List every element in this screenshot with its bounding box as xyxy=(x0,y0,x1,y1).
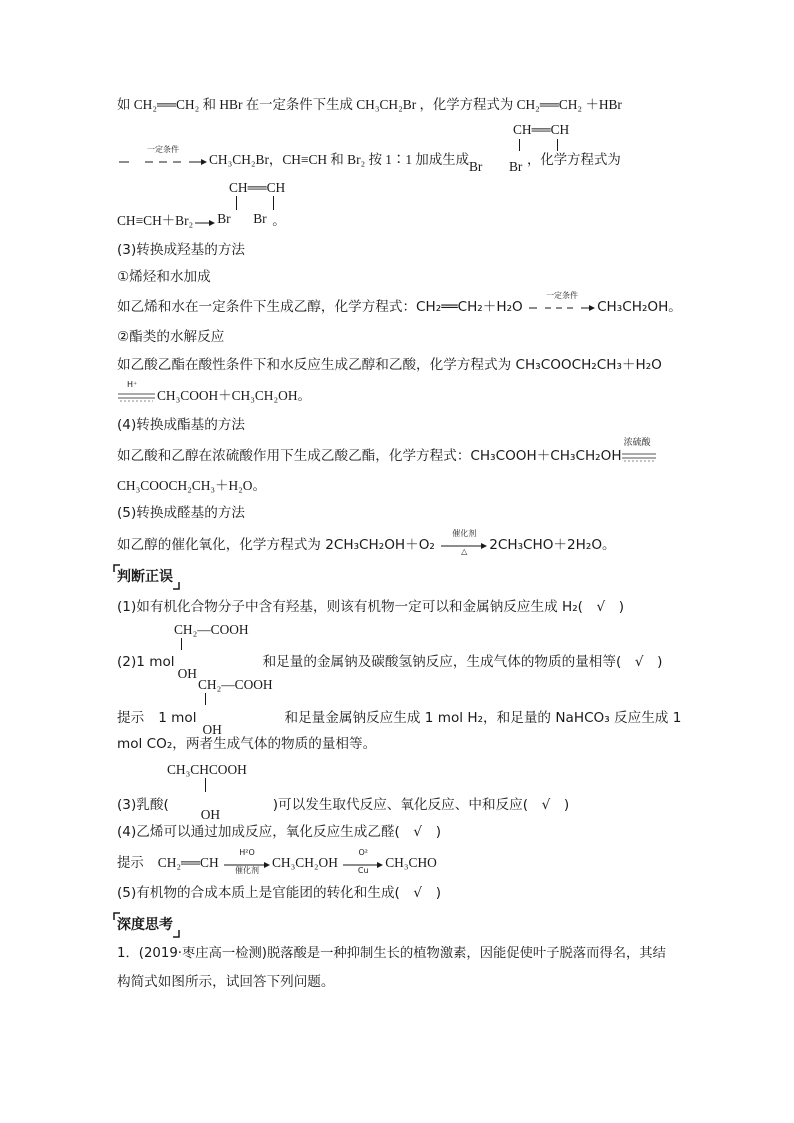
reaction-arrow xyxy=(441,529,487,556)
hint-line xyxy=(117,708,684,737)
text: 如 CH₂══CH₂ 和 HBr 在一定条件下生成 CH₃CH₂Br ，化学方程式为 CH₂══CH₂ ＋HBr xyxy=(117,97,622,112)
text: CH₃CH₂Br，CH≡CH 和 Br₂ 按 1∶1 加成生成 xyxy=(209,152,469,167)
reaction-arrow xyxy=(343,847,383,875)
text: CH₃CH₂OH xyxy=(272,855,338,870)
subsection-heading: ②酯类的水解反应 xyxy=(117,329,225,345)
text: 如乙烯和水在一定条件下生成乙醇，化学方程式：CH₂══CH₂＋H₂O xyxy=(117,299,523,315)
equation-line-ester-hydrolysis-2 xyxy=(117,379,684,406)
text: 1 mol xyxy=(158,710,197,726)
equation-line-oxidation xyxy=(117,529,684,556)
bromine-2: Br xyxy=(253,211,267,226)
text: 。 xyxy=(272,213,286,228)
bromine-1: Br xyxy=(217,211,231,226)
arrow-condition: H⁺ xyxy=(127,379,138,389)
judge-item-3 xyxy=(117,795,684,822)
judge-item-5: (5)有机物的合成本质上是官能团的转化和生成( √ ) xyxy=(117,885,441,901)
hydroxyacetic-acid-structure xyxy=(174,622,249,638)
arrow-condition: 浓硫酸 xyxy=(623,438,651,448)
arrow-condition: 催化剂 xyxy=(235,865,259,875)
bromine-1: Br xyxy=(469,159,483,174)
arrow-condition-heat: △ xyxy=(461,547,468,556)
section-heading-3: (3)转换成羟基的方法 xyxy=(117,242,246,258)
arrow-condition: 一定条件 xyxy=(147,144,179,154)
text: 如乙醇的催化氧化，化学方程式为 2CH₃CH₂OH＋O₂ xyxy=(117,537,435,553)
bond-line xyxy=(236,196,237,210)
question-1-line-1: 1．(2019·枣庄高一检测)脱落酸是一种抑制生长的植物激素，因能促使叶子脱落而得名，其结 xyxy=(117,946,666,961)
arrow-condition: H²O xyxy=(239,847,255,857)
bond-line xyxy=(273,196,274,210)
struct-top: CH₂—COOH xyxy=(174,622,249,637)
section-heading-4: (4)转换成酯基的方法 xyxy=(117,417,246,433)
equation-line-2 xyxy=(117,144,684,174)
text: CH₃CHO xyxy=(385,855,437,870)
bond-line xyxy=(205,778,206,792)
dibromoethene-structure-1 xyxy=(513,122,569,138)
hydroxyl: OH xyxy=(202,722,222,737)
struct-top: CH══CH xyxy=(513,122,570,137)
text: 如乙酸和乙醇在浓硫酸作用下生成乙酸乙酯，化学方程式：CH₃COOH＋CH₃CH₂OH xyxy=(117,448,622,464)
text: CH₃CH₂OH。 xyxy=(597,299,682,315)
section-header-think xyxy=(117,914,173,934)
hint-label: 提示 xyxy=(117,710,145,726)
judge-item-1: (1)如有机化合物分子中含有羟基，则该有机物一定可以和金属钠反应生成 H₂( √ ) xyxy=(117,599,625,615)
hint-label: 提示 xyxy=(117,856,144,871)
arrow-condition: O² xyxy=(358,847,368,857)
struct-top: CH₂—COOH xyxy=(198,677,273,692)
equation-line-alkene-hydration xyxy=(117,291,684,317)
text: ，化学方程式为 xyxy=(527,152,621,167)
text: CH₃COOH＋CH₃CH₂OH。 xyxy=(157,388,311,403)
text: CH₂══CH xyxy=(157,855,219,870)
reaction-arrow xyxy=(195,215,215,229)
equation-line-esterification-2: CH₃COOCH₂CH₃＋H₂O。 xyxy=(117,478,266,493)
section-heading-5: (5)转换成醛基的方法 xyxy=(117,505,246,521)
question-1-line-2: 构简式如图所示，试回答下列问题。 xyxy=(117,974,335,990)
text: 和足量的金属钠及碳酸氢钠反应，生成气体的物质的量相等( √ ) xyxy=(262,654,663,670)
hydroxyl: OH xyxy=(177,666,197,681)
struct-top: CH══CH xyxy=(229,180,286,195)
dibromoethene-structure-2 xyxy=(229,180,285,196)
text: (3)乳酸( xyxy=(117,797,169,813)
hydroxyacetic-acid-structure xyxy=(198,677,273,693)
reaction-arrow xyxy=(119,144,207,168)
equation-line-1 xyxy=(117,95,684,115)
text: 2CH₃CHO＋2H₂O。 xyxy=(489,537,616,553)
hint-line-3 xyxy=(117,847,684,875)
equation-line-ester-hydrolysis: 如乙酸乙酯在酸性条件下和水反应生成乙醇和乙酸，化学方程式为 CH₃COOCH₂CH₃＋H₂O xyxy=(117,357,662,373)
hint-line-2: mol CO₂，两者生成气体的物质的量相等。 xyxy=(117,736,377,752)
text: (2)1 mol xyxy=(117,654,175,670)
reversible-arrow xyxy=(622,438,658,465)
text: 和足量金属钠反应生成 1 mol H₂，和足量的 NaHCO₃ 反应生成 1 xyxy=(284,710,682,726)
bond-line xyxy=(205,693,206,705)
header-text: 深度思考 xyxy=(117,917,173,933)
section-header-judge xyxy=(117,566,173,586)
judge-item-2 xyxy=(117,652,684,681)
hydroxyl: OH xyxy=(200,807,221,822)
bromine-2: Br xyxy=(509,159,523,174)
lactic-acid-structure xyxy=(167,762,247,778)
arrow-condition: 催化剂 xyxy=(452,529,477,538)
reaction-arrow xyxy=(529,291,595,314)
equation-line-esterification xyxy=(117,438,684,466)
arrow-condition: 一定条件 xyxy=(546,291,579,300)
text: )可以发生取代反应、氧化反应、中和反应( √ ) xyxy=(272,797,570,813)
text: CH≡CH＋Br₂ xyxy=(117,213,194,228)
struct-top: CH₃CHCOOH xyxy=(167,762,247,777)
struct-slot xyxy=(217,211,272,225)
reaction-arrow xyxy=(224,847,270,875)
equation-line-3 xyxy=(117,211,684,231)
reversible-arrow xyxy=(117,379,157,405)
header-text: 判断正误 xyxy=(117,569,173,585)
arrow-condition: Cu xyxy=(357,865,369,875)
subsection-heading: ①烯烃和水加成 xyxy=(117,269,211,285)
bond-line xyxy=(181,638,182,650)
judge-item-4: (4)乙烯可以通过加成反应，氧化反应生成乙醛( √ ) xyxy=(117,824,441,840)
